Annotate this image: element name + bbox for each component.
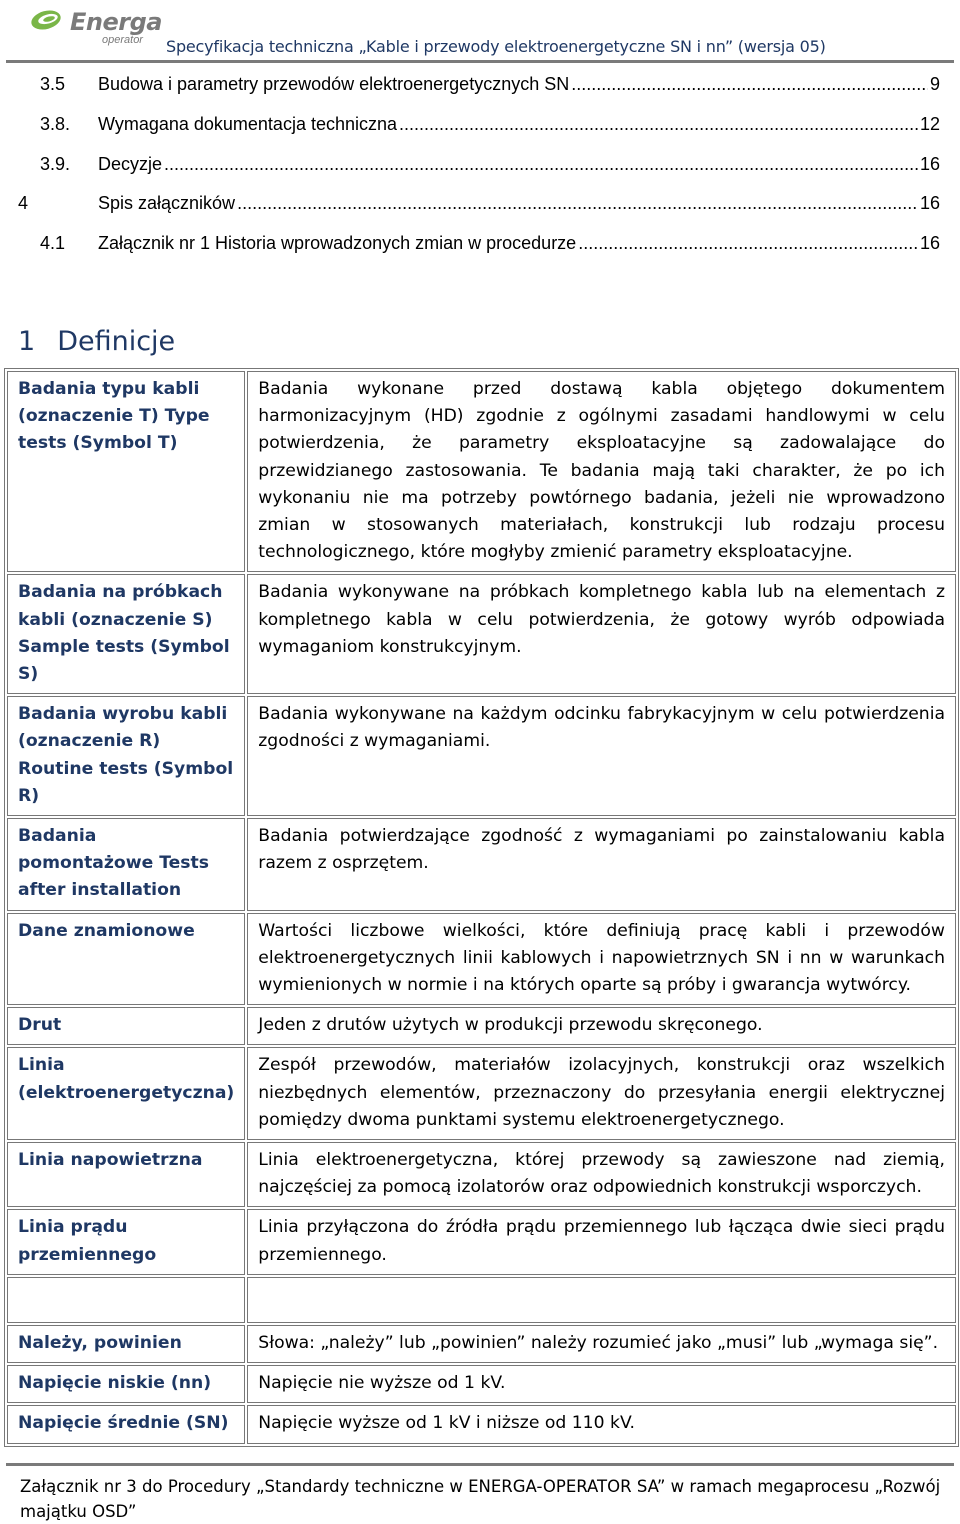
energa-logo — [28, 6, 168, 46]
header-divider — [6, 60, 954, 63]
table-row — [7, 1325, 956, 1363]
table-row — [7, 1007, 956, 1045]
definition-description: Słowa: „należy” lub „powinien” należy rozumieć jako „musi” lub „wymaga się”. — [247, 1325, 956, 1363]
table-row — [7, 913, 956, 1006]
definition-description: Zespół przewodów, materiałów izolacyjnych, konstrukcji oraz wszelkich niezbędnych elementów, przeznaczony do przesyłania energii elektrycznej pomiędzy dwoma punktami systemu elektroenergetycznego. — [247, 1047, 956, 1140]
definition-description: Linia przyłączona do źródła prądu przemiennego lub łącząca dwie sieci prądu przemiennego. — [247, 1209, 956, 1274]
toc-page: 16 — [919, 154, 940, 174]
logo-wordmark: Energa — [70, 8, 162, 36]
toc-page: 9 — [929, 74, 940, 94]
table-row — [7, 818, 956, 911]
toc-entry[interactable] — [40, 233, 940, 259]
definition-term: Napięcie średnie (SN) — [7, 1405, 245, 1443]
document-title: Specyfikacja techniczna „Kable i przewody elektroenergetyczne SN i nn” (wersja 05) — [166, 37, 826, 56]
toc-entry[interactable] — [40, 74, 940, 100]
definition-term: Linia napowietrzna — [7, 1142, 245, 1207]
toc-leader — [399, 114, 918, 135]
definition-description: Badania wykonane przed dostawą kabla objętego dokumentem harmonizacyjnym (HD) zgodnie z ogólnymi zasadami handlowymi w celu potwierdzenia, że parametry eksploatacyjne są zadowalające do przewidzianego zastosowania. Te badania mają taki charakter, że po ich wykonaniu nie ma potrzeby powtórnego badania, jeżeli nie wprowadzono zmian w stosowanych materiałach, konstrukcji lub rodzaju procesu technologicznego, które mogłyby zmienić parametry eksploatacyjne. — [247, 371, 956, 572]
toc-text: Spis załączników — [98, 193, 236, 213]
table-row — [7, 574, 956, 694]
section-title: Definicje — [57, 326, 176, 357]
toc-entry[interactable] — [40, 114, 940, 140]
empty-cell — [7, 1277, 245, 1323]
definition-term: Należy, powinien — [7, 1325, 245, 1363]
definition-term: Napięcie niskie (nn) — [7, 1365, 245, 1403]
definition-term: Badania wyrobu kabli (oznaczenie R) Routine tests (Symbol R) — [7, 696, 245, 816]
definition-term: Badania typu kabli (oznaczenie T) Type tests (Symbol T) — [7, 371, 245, 572]
page-header — [0, 0, 960, 70]
definition-description: Badania wykonywane na każdym odcinku fabrykacyjnym w celu potwierdzenia zgodności z wymaganiami. — [247, 696, 956, 816]
toc-entry[interactable] — [18, 193, 940, 219]
definitions-table — [4, 368, 959, 1447]
definition-term: Badania na próbkach kabli (oznaczenie S) Sample tests (Symbol S) — [7, 574, 245, 694]
toc-leader — [571, 74, 928, 95]
toc-number: 3.9. — [40, 154, 71, 174]
definition-description: Wartości liczbowe wielkości, które definiują pracę kabli i przewodów elektroenergetycznych linii kablowych i napowietrznych SN i nn w warunkach wymienionych w normie i na których oparte są próby i gwarancja wytwórcy. — [247, 913, 956, 1006]
section-heading — [18, 326, 175, 357]
table-row — [7, 696, 956, 816]
toc-number: 3.8. — [40, 114, 71, 134]
leaf-icon — [28, 6, 68, 38]
definition-description: Napięcie wyższe od 1 kV i niższe od 110 kV. — [247, 1405, 956, 1443]
definition-description: Linia elektroenergetyczna, której przewody są zawieszone nad ziemią, najczęściej za pomocą izolatorów oraz odpowiednich konstrukcji wsporczych. — [247, 1142, 956, 1207]
definition-term: Linia prądu przemiennego — [7, 1209, 245, 1274]
definition-description: Badania potwierdzające zgodność z wymaganiami po zainstalowaniu kabla razem z osprzętem. — [247, 818, 956, 911]
table-row — [7, 1047, 956, 1140]
toc-text: Wymagana dokumentacja techniczna — [98, 114, 398, 134]
toc-leader — [578, 233, 918, 254]
table-row — [7, 1405, 956, 1443]
definition-term: Badania pomontażowe Tests after installation — [7, 818, 245, 911]
table-row — [7, 371, 956, 572]
definition-description: Jeden z drutów użytych w produkcji przewodu skręconego. — [247, 1007, 956, 1045]
definition-term: Dane znamionowe — [7, 913, 245, 1006]
definition-term: Drut — [7, 1007, 245, 1045]
definition-description: Napięcie nie wyższe od 1 kV. — [247, 1365, 956, 1403]
toc-number: 4 — [18, 193, 29, 213]
table-spacer-row — [7, 1277, 956, 1323]
toc-number: 4.1 — [40, 233, 66, 253]
toc-entry[interactable] — [40, 154, 940, 180]
definition-term: Linia (elektroenergetyczna) — [7, 1047, 245, 1140]
toc-text: Decyzje — [98, 154, 163, 174]
toc-text: Załącznik nr 1 Historia wprowadzonych zmian w procedurze — [98, 233, 577, 253]
toc-page: 12 — [919, 114, 940, 134]
definition-description: Badania wykonywane na próbkach kompletnego kabla lub na elementach z kompletnego kabla w celu potwierdzenia, że gotowy wyrób odpowiada wymaganiom konstrukcyjnym. — [247, 574, 956, 694]
toc-page: 16 — [919, 193, 940, 213]
toc-page: 16 — [919, 233, 940, 253]
toc-text: Budowa i parametry przewodów elektroenergetycznych SN — [98, 74, 570, 94]
footer-divider — [6, 1463, 954, 1466]
section-number: 1 — [18, 326, 36, 357]
toc-leader — [164, 154, 918, 175]
table-row — [7, 1209, 956, 1274]
table-row — [7, 1142, 956, 1207]
empty-cell — [247, 1277, 956, 1323]
table-row — [7, 1365, 956, 1403]
toc-number: 3.5 — [40, 74, 66, 94]
page-footer: Załącznik nr 3 do Procedury „Standardy techniczne w ENERGA-OPERATOR SA” w ramach megaprocesu „Rozwój majątku OSD” — [20, 1477, 941, 1521]
toc-leader — [237, 193, 918, 214]
logo-subtitle: operator — [102, 34, 143, 46]
